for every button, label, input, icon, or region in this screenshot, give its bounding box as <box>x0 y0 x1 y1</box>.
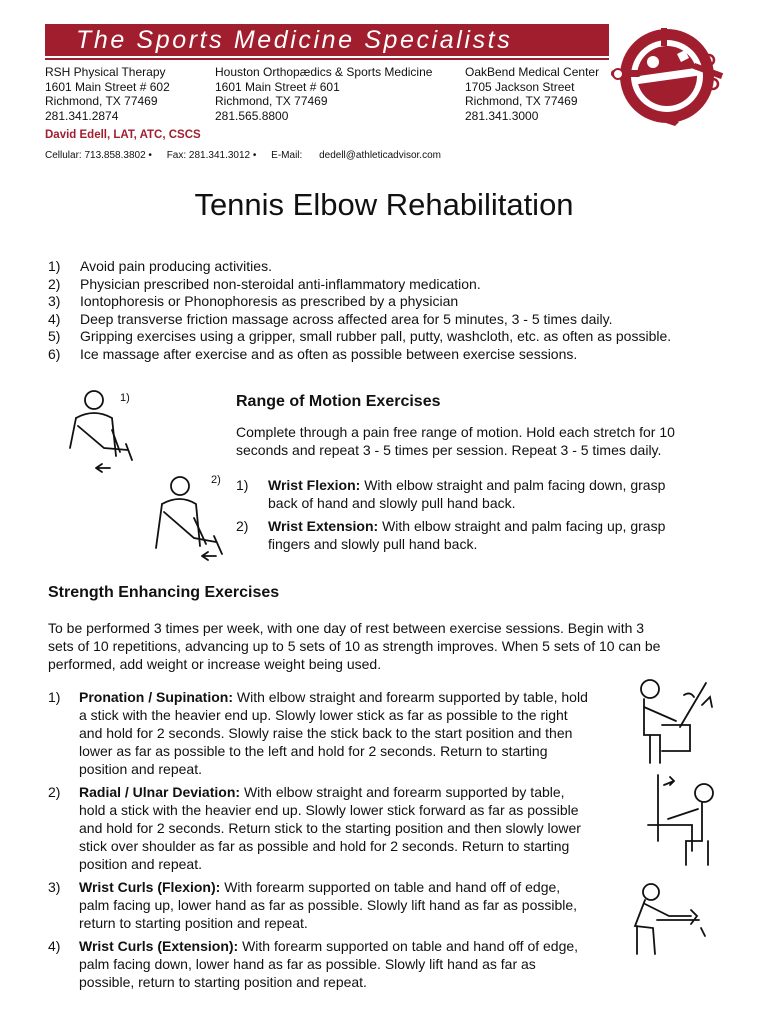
location-city: Richmond, TX 77469 <box>215 94 328 108</box>
intro-list <box>48 258 671 363</box>
location-name: Houston Orthopædics & Sports Medicine <box>215 65 433 79</box>
item-number: 2) <box>48 784 61 800</box>
item-text: With elbow straight and forearm supported by table, hold <box>236 689 588 705</box>
item-title: Wrist Curls (Flexion): <box>79 879 221 895</box>
strength-item-radial-ulnar-deviation <box>48 783 648 875</box>
rom-heading: Range of Motion Exercises <box>236 393 441 410</box>
paragraph-line: Complete through a pain free range of motion. Hold each stretch for 10 <box>236 424 675 440</box>
item-number: 2) <box>236 518 249 534</box>
item-title: Wrist Flexion: <box>268 477 361 493</box>
location-rsh <box>45 65 170 123</box>
list-number: 2) <box>48 275 61 292</box>
list-number: 6) <box>48 345 61 362</box>
item-text: possible, return to starting position and repeat. <box>79 974 367 990</box>
item-text: lower as far as possible to the left and hold for 2 seconds. Return to starting <box>79 743 548 759</box>
item-text: With elbow straight and palm facing down, grasp <box>364 477 666 493</box>
paragraph-line: sets of 10 repetitions, advancing up to 5 sets of 10 as strength improves. When 5 sets of 10 can be <box>48 638 661 654</box>
item-text: With elbow straight and palm facing up, grasp <box>382 518 666 534</box>
list-item <box>48 346 671 364</box>
banner-title: The Sports Medicine Specialists <box>76 26 513 54</box>
wrist-curl-figure-icon <box>625 880 709 960</box>
item-number: 4) <box>48 938 61 954</box>
banner-rule <box>45 58 609 60</box>
figure-label: 1) <box>120 392 130 404</box>
item-text: palm facing down, lower hand as far as possible. Slowly lift hand as far as <box>79 956 536 972</box>
list-item <box>48 258 671 276</box>
list-text: Gripping exercises using a gripper, small rubber pall, putty, washcloth, etc. as often as possible. <box>80 328 672 344</box>
location-phone: 281.341.3000 <box>465 108 539 123</box>
item-text: position and repeat. <box>79 761 202 777</box>
paragraph-line: seconds and repeat 3 - 5 times per session. Repeat 3 - 5 times daily. <box>236 442 662 458</box>
paragraph-line: To be performed 3 times per week, with one day of rest between exercise sessions. Begin with 3 <box>48 620 645 636</box>
item-title: Radial / Ulnar Deviation: <box>79 784 241 800</box>
location-street: 1601 Main Street # 601 <box>215 79 340 94</box>
email-link[interactable]: dedell@athleticadvisor.com <box>319 150 441 161</box>
location-houston-ortho <box>215 65 432 123</box>
figure-label: 2) <box>211 474 221 486</box>
location-phone: 281.565.8800 <box>215 108 289 123</box>
item-text: hold a stick with the heavier end up. Slowly lower stick forward as far as possible <box>79 802 579 818</box>
email-label: E-Mail: <box>271 150 303 161</box>
page-title: Tennis Elbow Rehabilitation <box>194 187 574 222</box>
strength-item-wrist-curls-flexion <box>48 878 648 934</box>
location-city: Richmond, TX 77469 <box>45 94 158 108</box>
cellular-number: Cellular: 713.858.3802 • <box>45 150 152 161</box>
fax-number: Fax: 281.341.3012 • <box>166 150 257 161</box>
item-text: position and repeat. <box>79 856 202 872</box>
list-item <box>48 276 671 294</box>
radial-ulnar-deviation-figure-icon <box>646 771 726 867</box>
item-text: back of hand and slowly pull hand back. <box>268 495 516 511</box>
rom-item-wrist-extension <box>236 517 736 557</box>
list-number: 5) <box>48 328 61 344</box>
list-text: Physician prescribed non-steroidal anti-inflammatory medication. <box>80 275 481 292</box>
location-street: 1705 Jackson Street <box>465 79 575 94</box>
item-number: 3) <box>48 879 61 895</box>
wrist-extension-figure-icon <box>150 472 232 568</box>
rom-intro <box>236 423 675 459</box>
strength-item-pronation-supination <box>48 688 648 780</box>
staff-name: David Edell, LAT, ATC, CSCS <box>45 129 201 141</box>
list-text: Avoid pain producing activities. <box>80 258 272 274</box>
strength-intro <box>48 619 660 673</box>
paragraph-line: performed, add weight or increase weight being used. <box>48 656 382 672</box>
location-name: OakBend Medical Center <box>465 65 600 79</box>
item-text: stick over shoulder as far as possible and hold for 2 seconds. Return to starting <box>79 838 570 854</box>
item-text: With forearm supported on table and hand off of edge, <box>224 879 561 895</box>
pronation-supination-figure-icon <box>630 675 720 765</box>
list-number: 4) <box>48 310 61 327</box>
strength-item-wrist-curls-extension <box>48 937 648 993</box>
item-text: With elbow straight and forearm supported by table, <box>243 784 565 800</box>
location-name: RSH Physical Therapy <box>45 65 166 79</box>
item-text: return to starting position and repeat. <box>79 915 308 931</box>
rom-item-wrist-flexion <box>236 476 736 516</box>
list-text: Ice massage after exercise and as often as possible between exercise sessions. <box>80 345 578 362</box>
sports-medicine-logo-icon <box>609 24 725 128</box>
item-title: Wrist Extension: <box>268 518 379 534</box>
item-text: fingers and slowly pull hand back. <box>268 536 478 552</box>
location-phone: 281.341.2874 <box>45 108 119 123</box>
item-text: palm facing up, lower hand as far as possible. Slowly lift hand as far as possible, <box>79 897 578 913</box>
item-number: 1) <box>48 689 61 705</box>
item-title: Pronation / Supination: <box>79 689 233 705</box>
list-number: 1) <box>48 258 61 274</box>
list-item <box>48 311 671 329</box>
contact-line <box>45 150 445 161</box>
location-street: 1601 Main Street # 602 <box>45 79 170 94</box>
list-number: 3) <box>48 293 61 309</box>
item-text: and hold for 2 seconds. Return stick to the starting position and then slowly lower <box>79 820 581 836</box>
list-text: Deep transverse friction massage across affected area for 5 minutes, 3 - 5 times daily. <box>80 310 613 327</box>
item-number: 1) <box>236 477 249 493</box>
location-oakbend <box>465 65 599 123</box>
item-text: a stick with the heavier end up. Slowly lower stick as far as possible to the right <box>79 707 568 723</box>
item-text: and hold for 2 seconds. Slowly raise the stick back to the start position and then <box>79 725 573 741</box>
location-city: Richmond, TX 77469 <box>465 94 578 108</box>
list-item <box>48 328 671 346</box>
list-text: Iontophoresis or Phonophoresis as prescribed by a physician <box>80 293 459 309</box>
item-title: Wrist Curls (Extension): <box>79 938 239 954</box>
item-text: With forearm supported on table and hand off of edge, <box>242 938 579 954</box>
strength-heading: Strength Enhancing Exercises <box>48 584 280 601</box>
list-item <box>48 293 671 311</box>
